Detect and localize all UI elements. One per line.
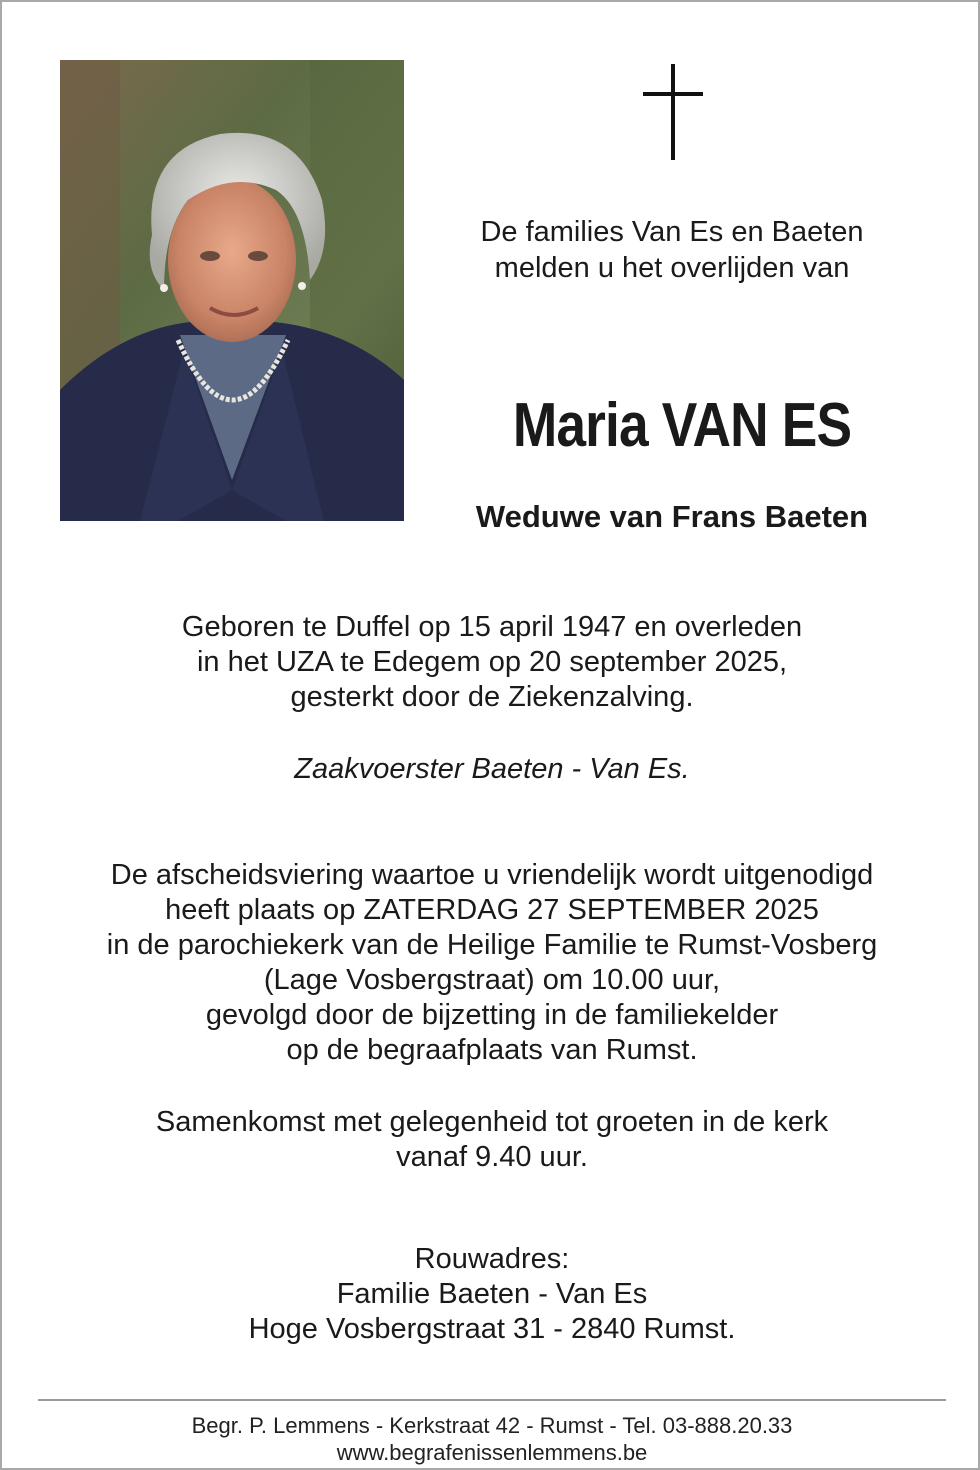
ceremony-line: heeft plaats op ZATERDAG 27 SEPTEMBER 2025 — [165, 894, 819, 926]
details-line: gesterkt door de Ziekenzalving. — [290, 681, 694, 713]
details-line: Geboren te Duffel op 15 april 1947 en overleden — [181, 611, 803, 643]
funeral-home-website[interactable]: www.begrafenissenlemmens.be — [336, 1440, 648, 1465]
address-line: Familie Baeten - Van Es — [336, 1278, 648, 1310]
ceremony-line: op de begraafplaats van Rumst. — [286, 1034, 698, 1066]
portrait-photo — [60, 60, 404, 521]
intro-line: melden u het overlijden van — [494, 252, 850, 284]
deceased-name: Maria VAN ES — [512, 391, 852, 460]
mourning-address — [22, 1242, 962, 1347]
address-line: Hoge Vosbergstraat 31 - 2840 Rumst. — [248, 1313, 736, 1345]
intro-line: De families Van Es en Baeten — [480, 216, 864, 248]
details-line: in het UZA te Edegem op 20 september 2025, — [196, 646, 788, 678]
footer-divider — [38, 1399, 946, 1401]
funeral-home-footer — [22, 1412, 962, 1466]
occupation: Zaakvoerster Baeten - Van Es. — [294, 753, 690, 785]
gathering-line: Samenkomst met gelegenheid tot groeten in de kerk — [155, 1106, 829, 1138]
funeral-home-contact: Begr. P. Lemmens - Kerkstraat 42 - Rumst - Tel. 03-888.20.33 — [191, 1413, 793, 1438]
cross-icon — [643, 64, 703, 160]
address-line: Rouwadres: — [414, 1243, 570, 1275]
ceremony-details — [22, 858, 962, 1068]
announcement-intro — [422, 214, 922, 286]
ceremony-line: gevolgd door de bijzetting in de familiekelder — [205, 999, 779, 1031]
gathering-line: vanaf 9.40 uur. — [396, 1141, 588, 1173]
portrait-illustration — [60, 60, 404, 521]
ceremony-line: De afscheidsviering waartoe u vriendelijk wordt uitgenodigd — [110, 859, 874, 891]
birth-death-details — [22, 610, 962, 715]
gathering-details — [22, 1105, 962, 1175]
ceremony-line: in de parochiekerk van de Heilige Familie te Rumst-Vosberg — [106, 929, 878, 961]
ceremony-line: (Lage Vosbergstraat) om 10.00 uur, — [263, 964, 721, 996]
widow-line: Weduwe van Frans Baeten — [475, 499, 869, 534]
